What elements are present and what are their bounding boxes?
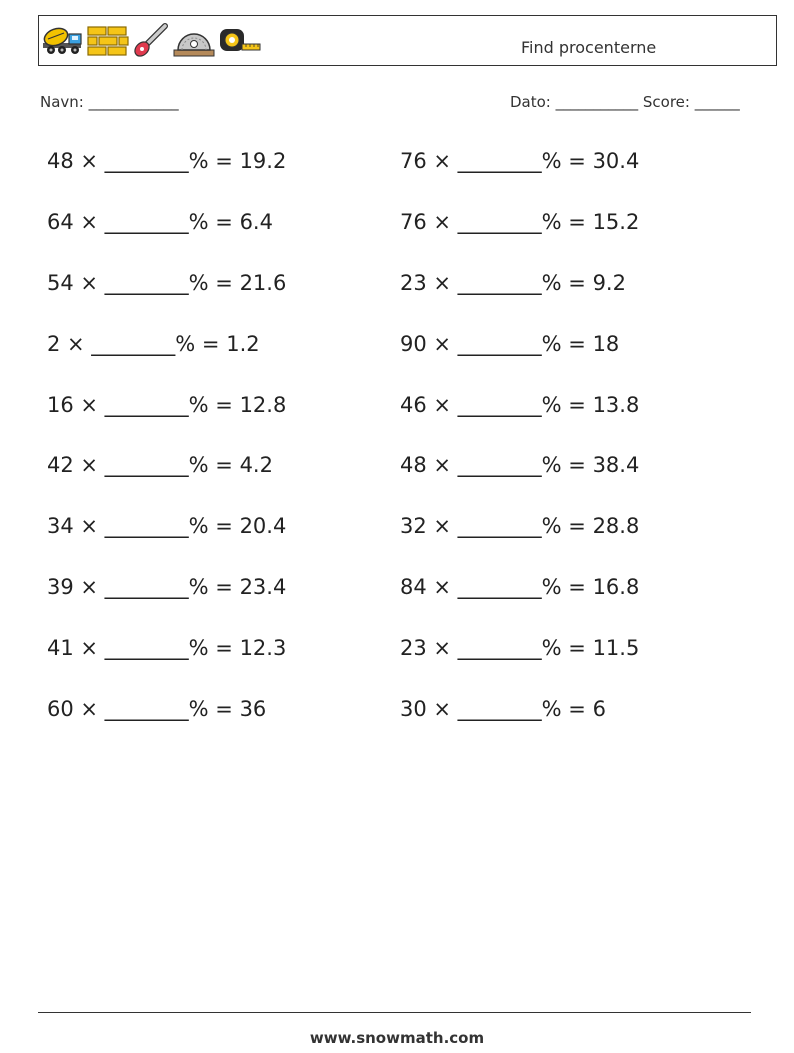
problem-item: 84 × ________% = 16.8 [400, 575, 640, 599]
problem-item: 39 × ________% = 23.4 [47, 575, 287, 599]
problem-item: 90 × ________% = 18 [400, 332, 620, 356]
problem-item: 41 × ________% = 12.3 [47, 636, 287, 660]
problem-item: 46 × ________% = 13.8 [400, 393, 640, 417]
problem-item: 48 × ________% = 38.4 [400, 453, 640, 477]
problem-item: 64 × ________% = 6.4 [47, 210, 273, 234]
date-score-field-label: Dato: ___________ Score: ______ [510, 93, 740, 111]
problem-item: 16 × ________% = 12.8 [47, 393, 287, 417]
problem-item: 23 × ________% = 11.5 [400, 636, 640, 660]
problem-item: 23 × ________% = 9.2 [400, 271, 626, 295]
problem-item: 30 × ________% = 6 [400, 697, 606, 721]
name-field-label: Navn: ____________ [40, 93, 179, 111]
problem-item: 76 × ________% = 15.2 [400, 210, 640, 234]
problem-item: 32 × ________% = 28.8 [400, 514, 640, 538]
problem-item: 34 × ________% = 20.4 [47, 514, 287, 538]
worksheet-title: Find procenterne [521, 38, 657, 57]
problem-item: 42 × ________% = 4.2 [47, 453, 273, 477]
problem-item: 48 × ________% = 19.2 [47, 149, 287, 173]
footer-website: www.snowmath.com [309, 1029, 485, 1047]
problem-item: 2 × ________% = 1.2 [47, 332, 260, 356]
footer-divider [38, 1012, 751, 1013]
problem-item: 60 × ________% = 36 [47, 697, 267, 721]
problem-item: 76 × ________% = 30.4 [400, 149, 640, 173]
problem-item: 54 × ________% = 21.6 [47, 271, 287, 295]
